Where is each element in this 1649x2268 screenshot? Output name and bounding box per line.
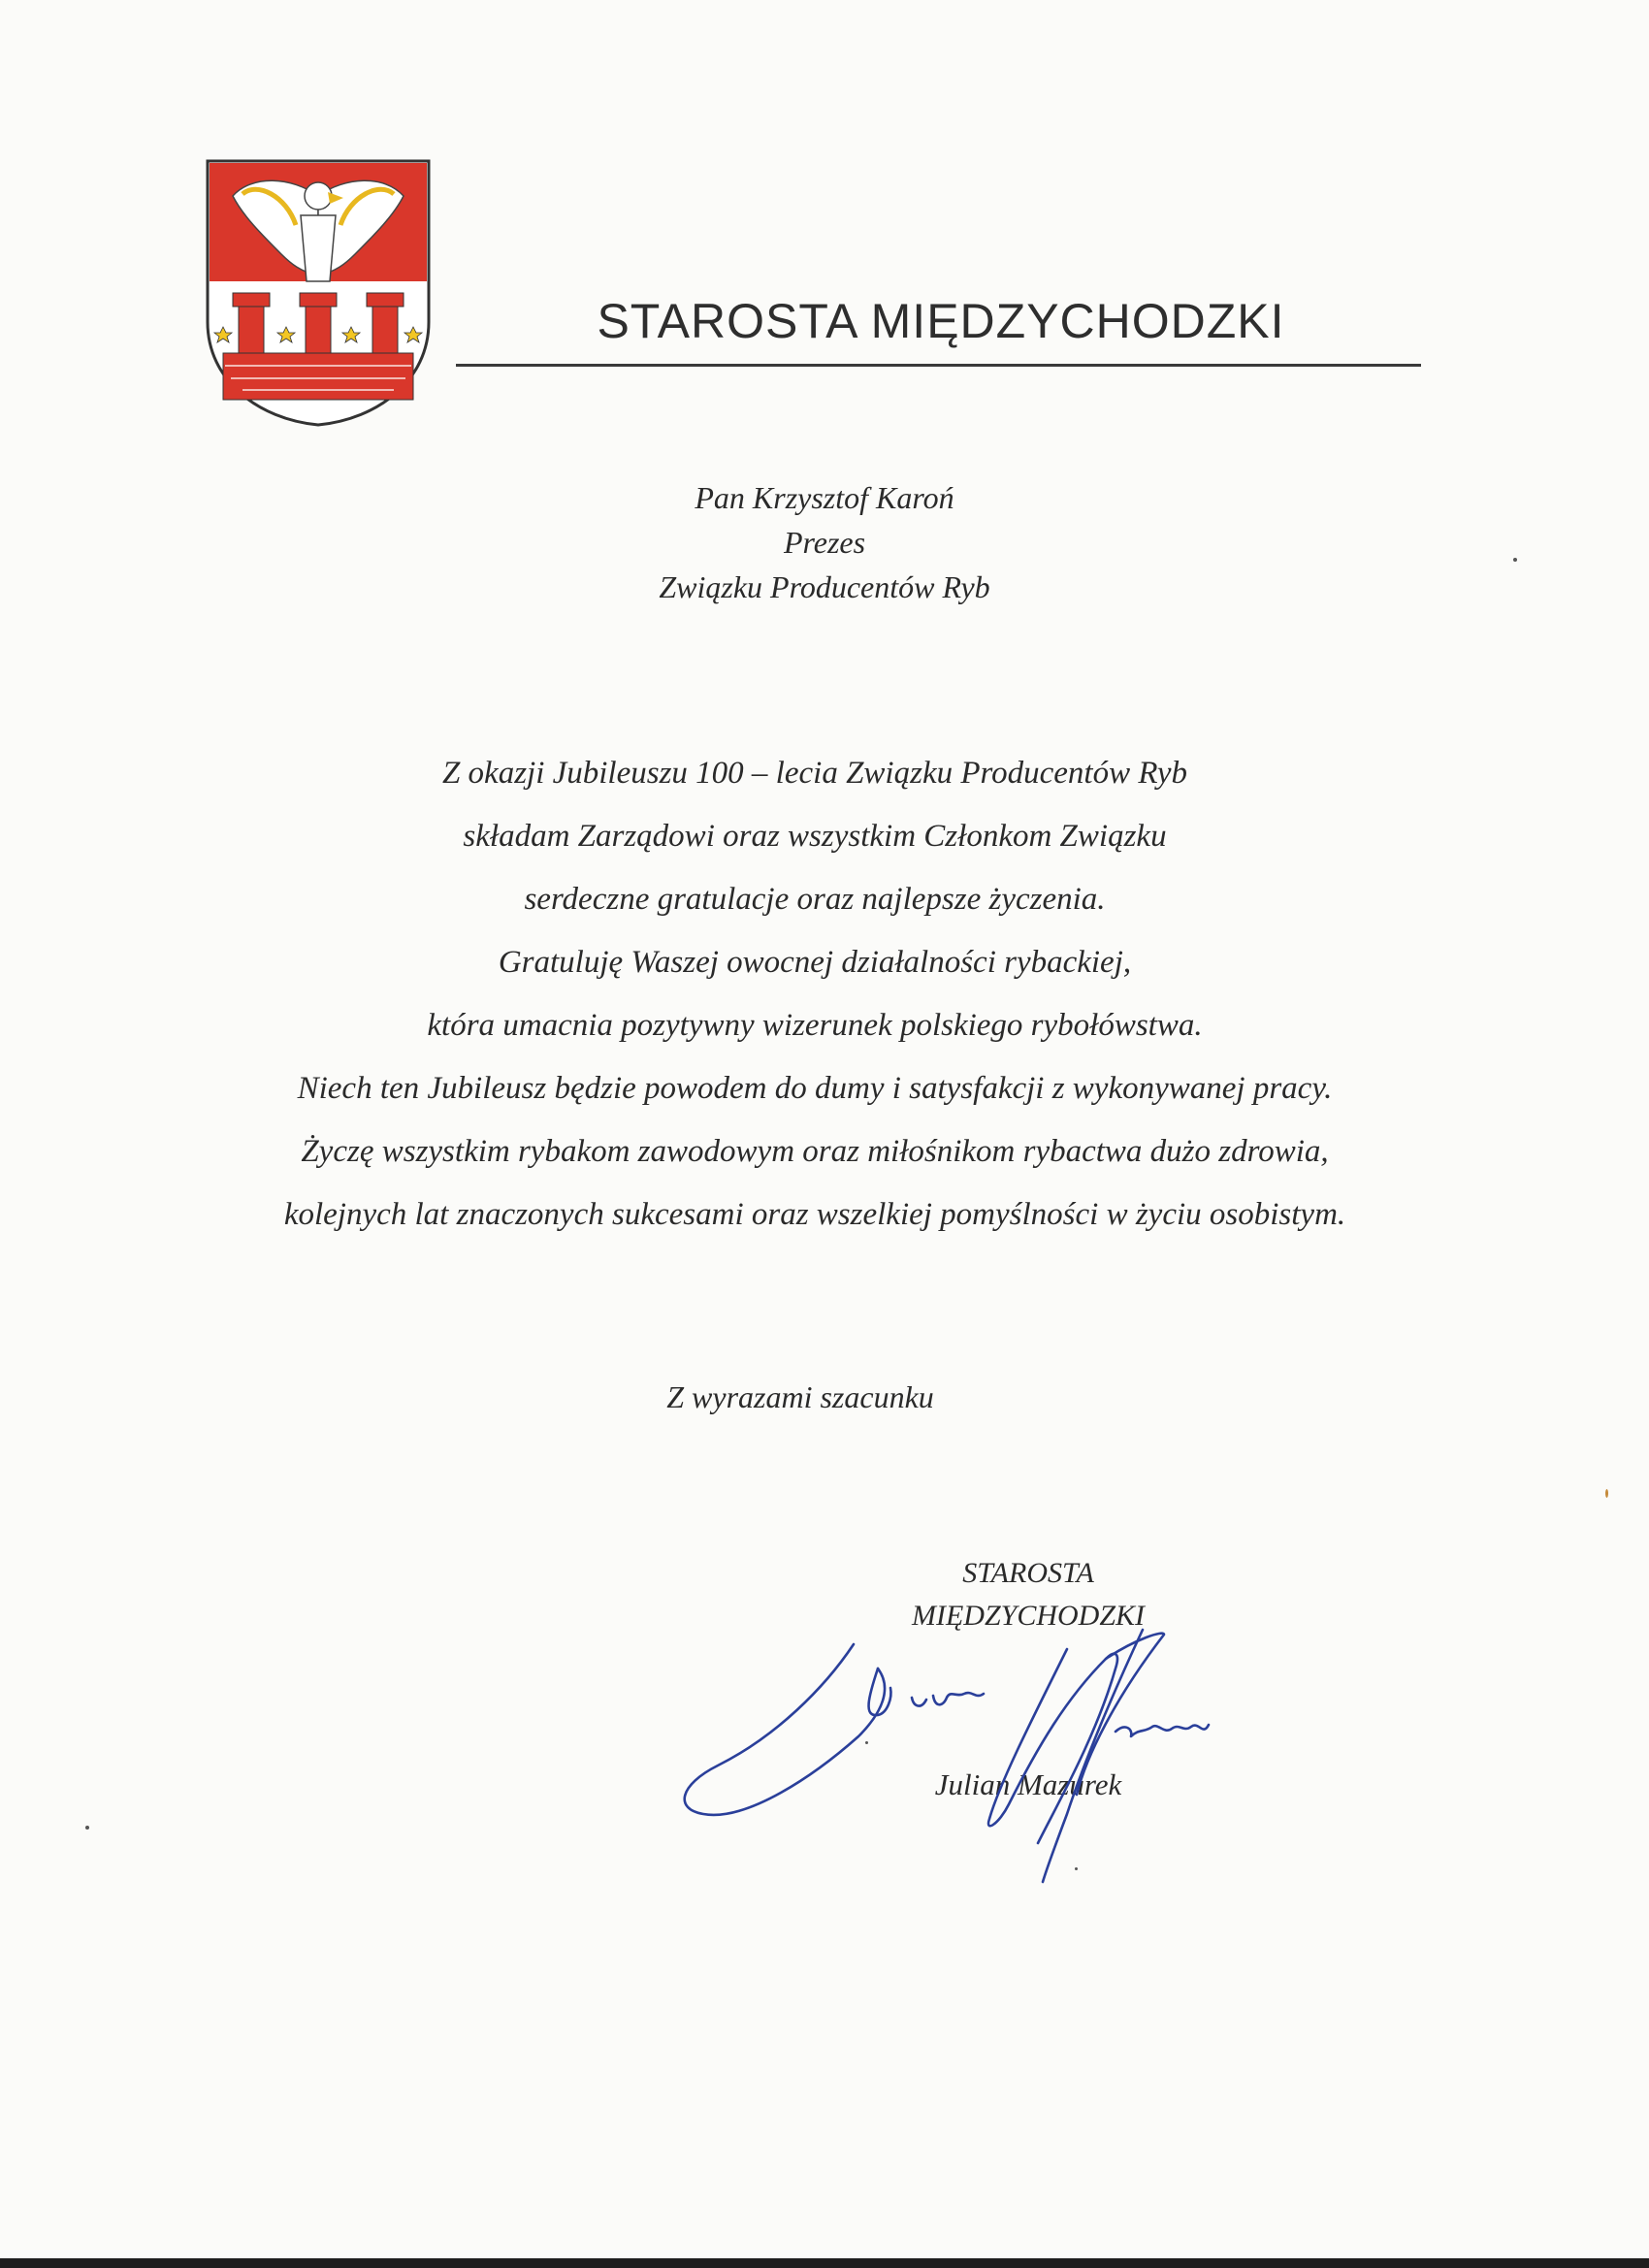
closing-phrase: Z wyrazami szacunku — [666, 1379, 934, 1414]
paper-speck — [1605, 1489, 1608, 1498]
paper-speck — [1075, 1867, 1078, 1870]
signer-name: Julian Mazurek — [934, 1767, 1122, 1801]
body-line: Gratuluję Waszej owocnej działalności rybackiej, — [498, 945, 1132, 980]
letter-body — [146, 742, 1484, 1247]
addressee-name: Pan Krzysztof Karoń — [695, 480, 954, 515]
handwritten-signature — [660, 1552, 1300, 1901]
stamp-line-2: MIĘDZYCHODZKI — [911, 1600, 1146, 1632]
body-line: która umacnia pozytywny wizerunek polskiego rybołówstwa. — [427, 1008, 1203, 1043]
body-line: serdeczne gratulacje oraz najlepsze życzenia. — [524, 882, 1106, 917]
addressee-organization: Związku Producentów Ryb — [659, 569, 990, 604]
letterhead-title: STAROSTA MIĘDZYCHODZKI — [597, 293, 1285, 348]
stamp-line-1: STAROSTA — [962, 1557, 1094, 1589]
body-line: składam Zarządowi oraz wszystkim Członkom Związku — [463, 819, 1167, 854]
letterhead-rule — [456, 364, 1421, 367]
paper-speck — [1513, 558, 1517, 562]
addressee-block — [388, 475, 1261, 609]
body-line: kolejnych lat znaczonych sukcesami oraz wszelkiej pomyślności w życiu osobistym. — [283, 1197, 1346, 1232]
body-line: Życzę wszystkim rybakom zawodowym oraz miłośnikom rybactwa dużo zdrowia, — [301, 1134, 1329, 1169]
body-line: Z okazji Jubileuszu 100 – lecia Związku Producentów Ryb — [441, 756, 1188, 791]
paper-speck — [85, 1826, 89, 1830]
paper-speck — [865, 1741, 868, 1744]
body-line: Niech ten Jubileusz będzie powodem do dumy i satysfakcji z wykonywanej pracy. — [297, 1071, 1333, 1106]
coat-of-arms-icon — [204, 157, 433, 429]
addressee-position: Prezes — [783, 525, 866, 560]
scan-bottom-edge — [0, 2258, 1649, 2268]
